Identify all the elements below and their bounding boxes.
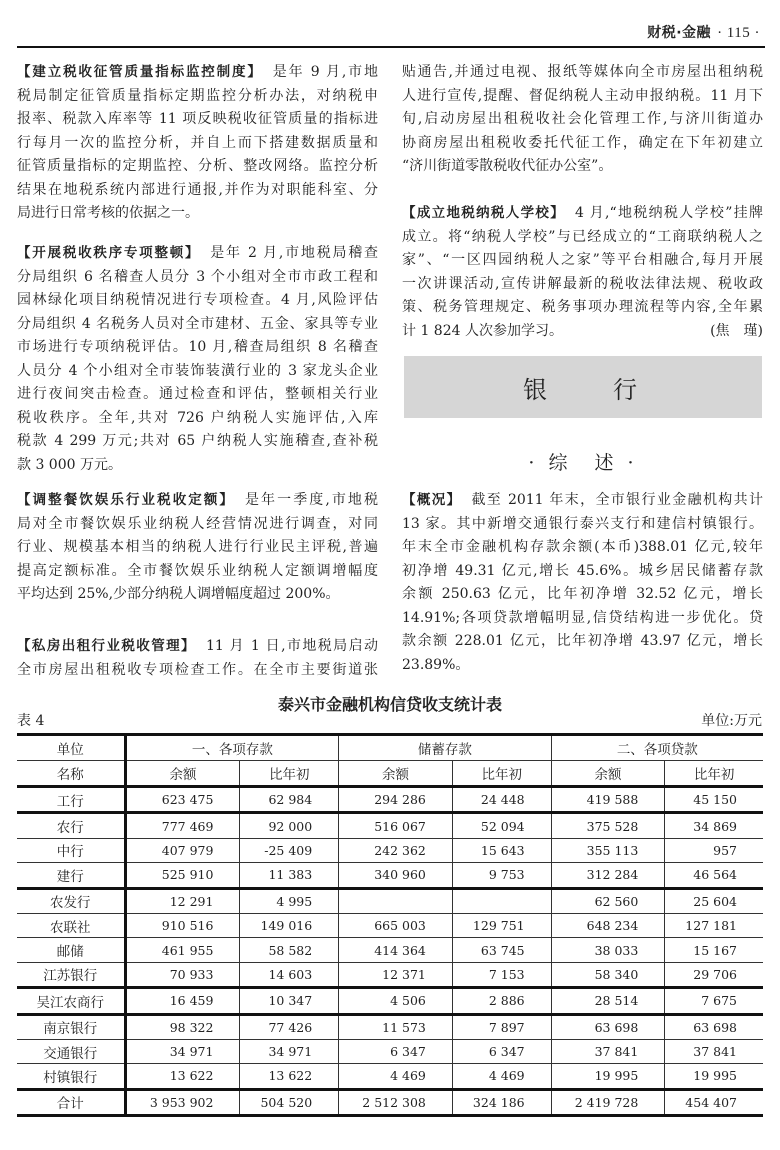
table-unit: 单位:万元 [701, 713, 762, 729]
header-cell: 一、各项存款 [125, 735, 339, 761]
value-cell: 70 933 [125, 962, 240, 987]
paragraph [17, 635, 378, 682]
value-cell: 45 150 [665, 787, 763, 813]
institution-name: 邮储 [17, 938, 125, 962]
header-cell: 名称 [17, 761, 125, 787]
table-row [17, 838, 763, 862]
table-row [17, 863, 763, 888]
table-row [17, 787, 763, 813]
value-cell: 46 564 [665, 863, 763, 888]
author-credit: (焦 瑾) [710, 322, 763, 339]
header-cell: 比年初 [452, 761, 551, 787]
line-text: 结果在地税系统内部进行通报,并作为对职能科室、分 [17, 181, 378, 198]
value-cell: 6 347 [452, 1039, 551, 1063]
line-text: 分局组织 4 名税务人员对全市建材、五金、家具等专业 [17, 315, 378, 332]
table-row [17, 938, 763, 962]
value-cell: 9 753 [452, 863, 551, 888]
line-text: 人进行宣传,提醒、督促纳税人主动申报纳税。11 月下 [402, 87, 763, 104]
line-text: 报率、税款入库率等 11 项反映税收征管质量的指标进 [17, 111, 378, 127]
text-line [402, 202, 763, 226]
text-line [17, 179, 378, 203]
text-line [17, 454, 378, 478]
value-cell [339, 888, 453, 913]
line-text: 园林绿化项目纳税情况进行专项检查。4 月,风险评估 [17, 292, 378, 308]
institution-name: 农发行 [17, 888, 125, 913]
running-head [647, 22, 760, 42]
institution-name: 中行 [17, 838, 125, 862]
text-line [402, 630, 763, 654]
paragraph-heading: 【建立税收征管质量指标监控制度】 [17, 64, 263, 80]
text-line [402, 226, 763, 250]
text-line [402, 607, 763, 631]
table-title: 泰兴市金融机构信贷收支统计表 [277, 695, 502, 714]
line-text: 13 家。其中新增交通银行泰兴支行和建信村镇银行。 [402, 515, 763, 532]
value-cell: 2 419 728 [551, 1089, 665, 1115]
paragraph [17, 242, 378, 477]
institution-name: 建行 [17, 863, 125, 888]
value-cell: 4 469 [339, 1064, 453, 1089]
value-cell: 3 953 902 [125, 1089, 240, 1115]
subsection-title: · 综 述 · [528, 452, 638, 474]
line-text: 提高定额标准。全市餐饮娱乐业纳税人定额调增幅度 [17, 562, 378, 579]
institution-name: 交通银行 [17, 1039, 125, 1063]
value-cell [452, 888, 551, 913]
institution-name: 合计 [17, 1089, 125, 1115]
text-line [402, 654, 763, 678]
line-text: 23.89%。 [402, 656, 470, 673]
value-cell: 25 604 [665, 888, 763, 913]
value-cell: 19 995 [551, 1064, 665, 1089]
text-line [17, 313, 378, 337]
header-cell: 余额 [339, 761, 453, 787]
line-text: 截至 2011 年末，全市银行业金融机构共计 [471, 492, 764, 508]
value-cell: 77 426 [240, 1014, 339, 1039]
value-cell: 34 971 [240, 1039, 339, 1063]
value-cell: 414 364 [339, 938, 453, 962]
value-cell: 52 094 [452, 813, 551, 838]
text-line [17, 336, 378, 360]
value-cell: 4 995 [240, 888, 339, 913]
text-line [17, 560, 378, 584]
value-cell: 516 067 [339, 813, 453, 838]
text-line [402, 108, 763, 132]
value-cell: 13 622 [240, 1064, 339, 1089]
paragraph-heading: 【开展税收秩序专项整顿】 [17, 245, 201, 261]
table-row [17, 1064, 763, 1089]
value-cell: 623 475 [125, 787, 240, 813]
value-cell: 957 [665, 838, 763, 862]
line-text: “济川街道零散税收代征办公室”。 [402, 158, 613, 174]
line-text: 税款 4 299 万元;共对 65 户纳税人实施稽查,查补税 [17, 433, 378, 449]
value-cell: 62 560 [551, 888, 665, 913]
table-number: 表 4 [17, 713, 45, 729]
header-cell: 二、各项贷款 [551, 735, 763, 761]
value-cell: 19 995 [665, 1064, 763, 1089]
line-text: 是年一季度,市地税 [244, 492, 378, 508]
text-line [17, 635, 378, 659]
text-line [17, 242, 378, 266]
table-header-row [17, 735, 763, 761]
value-cell: 242 362 [339, 838, 453, 862]
line-text: 全市房屋出租税收专项检查工作。在全市主要街道张 [17, 661, 378, 678]
text-line [402, 320, 763, 344]
value-cell: 10 347 [240, 988, 339, 1014]
value-cell: 15 167 [665, 938, 763, 962]
text-line [17, 583, 378, 607]
line-text: 策、税务管理规定、税务事项办理流程等内容,全年累 [402, 299, 763, 315]
value-cell: 648 234 [551, 913, 665, 937]
text-line [17, 407, 378, 431]
line-text: 家”、“一区四园纳税人之家”等平台相融合,每月开展 [402, 252, 763, 268]
line-text: 成立。将“纳税人学校”与已经成立的“工商联纳税人之 [402, 228, 763, 245]
text-line [402, 85, 763, 109]
paragraph [402, 61, 763, 179]
text-line [17, 61, 378, 85]
institution-name: 村镇银行 [17, 1064, 125, 1089]
line-text: 征管质量指标的定期监控、分析、整改网络。监控分析 [17, 158, 378, 174]
line-text: 款 3 000 万元。 [17, 456, 122, 473]
section-name: 财税·金融 [647, 25, 712, 41]
text-line [17, 360, 378, 384]
value-cell: 37 841 [551, 1039, 665, 1063]
page-number: · 115 · [717, 25, 760, 41]
value-cell: 58 340 [551, 962, 665, 987]
value-cell: 2 512 308 [339, 1089, 453, 1115]
value-cell: 4 469 [452, 1064, 551, 1089]
text-line [402, 583, 763, 607]
value-cell: 504 520 [240, 1089, 339, 1115]
institution-name: 农行 [17, 813, 125, 838]
text-line [402, 296, 763, 320]
table-row [17, 988, 763, 1014]
line-text: 局进行日常考核的依据之一。 [17, 205, 199, 221]
table-row [17, 1039, 763, 1063]
text-line [402, 155, 763, 179]
line-text: 余额 250.63 亿元，比年初净增 32.52 亿元，增长 [402, 586, 763, 602]
institution-name: 吴江农商行 [17, 988, 125, 1014]
value-cell: 149 016 [240, 913, 339, 937]
line-text: 旬,启动房屋出租税收社会化管理工作,与济川街道办 [402, 111, 763, 127]
value-cell: 312 284 [551, 863, 665, 888]
table-subheader-row [17, 761, 763, 787]
value-cell: 34 869 [665, 813, 763, 838]
header-cell: 单位 [17, 735, 125, 761]
value-cell: 24 448 [452, 787, 551, 813]
value-cell: 7 153 [452, 962, 551, 987]
text-line [402, 273, 763, 297]
line-text: 协商房屋出租税收委托代征工作，确定在下年初建立 [402, 134, 763, 151]
value-cell: 355 113 [551, 838, 665, 862]
line-text: 平均达到 25%,少部分纳税人调增幅度超过 200%。 [17, 586, 340, 602]
value-cell: 665 003 [339, 913, 453, 937]
value-cell: 62 984 [240, 787, 339, 813]
value-cell: 129 751 [452, 913, 551, 937]
text-line [17, 202, 378, 226]
value-cell: 2 886 [452, 988, 551, 1014]
header-cell: 余额 [125, 761, 240, 787]
value-cell: 28 514 [551, 988, 665, 1014]
paragraph-heading: 【调整餐饮娱乐行业税收定额】 [17, 492, 235, 508]
institution-name: 南京银行 [17, 1014, 125, 1039]
value-cell: 63 745 [452, 938, 551, 962]
value-cell: 29 706 [665, 962, 763, 987]
line-text: 贴通告,并通过电视、报纸等媒体向全市房屋出租纳税 [402, 64, 763, 80]
paragraph [402, 489, 763, 677]
value-cell: 11 383 [240, 863, 339, 888]
value-cell: 407 979 [125, 838, 240, 862]
value-cell: 14 603 [240, 962, 339, 987]
value-cell: 37 841 [665, 1039, 763, 1063]
value-cell: 34 971 [125, 1039, 240, 1063]
line-text: 计 1 824 人次参加学习。 [402, 322, 563, 339]
section-banner: 银 行 [404, 356, 762, 418]
paragraph [17, 489, 378, 607]
line-text: 局对全市餐饮娱乐业纳税人经营情况进行调查，对同 [17, 515, 378, 532]
text-line [402, 536, 763, 560]
value-cell: 63 698 [665, 1014, 763, 1039]
value-cell: 910 516 [125, 913, 240, 937]
text-line [17, 536, 378, 560]
value-cell: 7 897 [452, 1014, 551, 1039]
paragraph-heading: 【成立地税纳税人学校】 [402, 205, 566, 221]
header-cell: 储蓄存款 [339, 735, 551, 761]
statistics-table [17, 733, 763, 1117]
text-line [17, 155, 378, 179]
line-text: 税收秩序。全年,共对 726 户纳税人实施评估,入库 [17, 409, 378, 426]
text-line [17, 383, 378, 407]
text-line [402, 61, 763, 85]
text-line [17, 132, 378, 156]
value-cell: 15 643 [452, 838, 551, 862]
line-text: 初净增 49.31 亿元,增长 45.6%。城乡居民储蓄存款 [402, 562, 763, 579]
value-cell: 63 698 [551, 1014, 665, 1039]
text-line [17, 430, 378, 454]
text-line [402, 489, 763, 513]
institution-name: 江苏银行 [17, 962, 125, 987]
line-text: 是年 2 月,市地税局稽查 [210, 245, 379, 261]
value-cell: 4 506 [339, 988, 453, 1014]
value-cell: 92 000 [240, 813, 339, 838]
table-row [17, 813, 763, 838]
line-text: 一次讲课活动,宣传讲解最新的税收法律法规、税收政 [402, 275, 763, 292]
value-cell: 525 910 [125, 863, 240, 888]
text-line [17, 266, 378, 290]
table-row [17, 1014, 763, 1039]
header-cell: 比年初 [240, 761, 339, 787]
text-line [402, 560, 763, 584]
value-cell: 98 322 [125, 1014, 240, 1039]
header-rule [17, 46, 765, 48]
value-cell: 127 181 [665, 913, 763, 937]
text-line [17, 289, 378, 313]
line-text: 分局组织 6 名稽查人员分 3 个小组对全市市政工程和 [17, 268, 378, 285]
value-cell: 12 371 [339, 962, 453, 987]
paragraph [402, 202, 763, 343]
table-row [17, 962, 763, 987]
header-cell: 比年初 [665, 761, 763, 787]
value-cell: 6 347 [339, 1039, 453, 1063]
value-cell: 419 588 [551, 787, 665, 813]
line-text: 14.91%;各项贷款增幅明显,信贷结构进一步优化。贷 [402, 609, 763, 626]
value-cell: 16 459 [125, 988, 240, 1014]
line-text: 税局制定征管质量指标定期监控分析办法，对纳税申 [17, 87, 378, 104]
line-text: 进行夜间突击检查。通过检查和评估，整顿相关行业 [17, 386, 378, 402]
line-text: 行每月一次的监控分析，并自上而下搭建数据质量和 [17, 134, 378, 151]
value-cell: 324 186 [452, 1089, 551, 1115]
line-text: 年末全市金融机构存款余额(本币)388.01 亿元,较年 [402, 539, 763, 555]
text-line [17, 513, 378, 537]
institution-name: 工行 [17, 787, 125, 813]
text-line [17, 659, 378, 683]
line-text: 款余额 228.01 亿元，比年初净增 43.97 亿元，增长 [402, 633, 763, 649]
paragraph-heading: 【私房出租行业税收管理】 [17, 638, 196, 654]
value-cell: 13 622 [125, 1064, 240, 1089]
value-cell: -25 409 [240, 838, 339, 862]
text-line [402, 132, 763, 156]
text-line [402, 513, 763, 537]
text-line [17, 489, 378, 513]
line-text: 是年 9 月,市地 [272, 64, 378, 80]
value-cell: 454 407 [665, 1089, 763, 1115]
table-row [17, 888, 763, 913]
table-row [17, 1089, 763, 1115]
line-text: 行业、规模基本相当的纳税人进行行业民主评税,普遍 [17, 539, 378, 555]
text-line [402, 249, 763, 273]
line-text: 市场进行专项纳税评估。10 月,稽查局组织 8 名稽查 [17, 339, 378, 355]
value-cell: 340 960 [339, 863, 453, 888]
value-cell: 375 528 [551, 813, 665, 838]
value-cell: 294 286 [339, 787, 453, 813]
value-cell: 12 291 [125, 888, 240, 913]
value-cell: 11 573 [339, 1014, 453, 1039]
paragraph-heading: 【概况】 [402, 492, 462, 508]
institution-name: 农联社 [17, 913, 125, 937]
value-cell: 461 955 [125, 938, 240, 962]
table-row [17, 913, 763, 937]
value-cell: 58 582 [240, 938, 339, 962]
value-cell: 777 469 [125, 813, 240, 838]
header-cell: 余额 [551, 761, 665, 787]
line-text: 人员分 4 个小组对全市装饰装潢行业的 3 家龙头企业 [17, 362, 378, 379]
text-line [17, 108, 378, 132]
value-cell: 38 033 [551, 938, 665, 962]
text-line [17, 85, 378, 109]
line-text: 11 月 1 日,市地税局启动 [205, 638, 379, 654]
line-text: 4 月,“地税纳税人学校”挂牌 [575, 205, 764, 221]
value-cell: 7 675 [665, 988, 763, 1014]
paragraph [17, 61, 378, 226]
